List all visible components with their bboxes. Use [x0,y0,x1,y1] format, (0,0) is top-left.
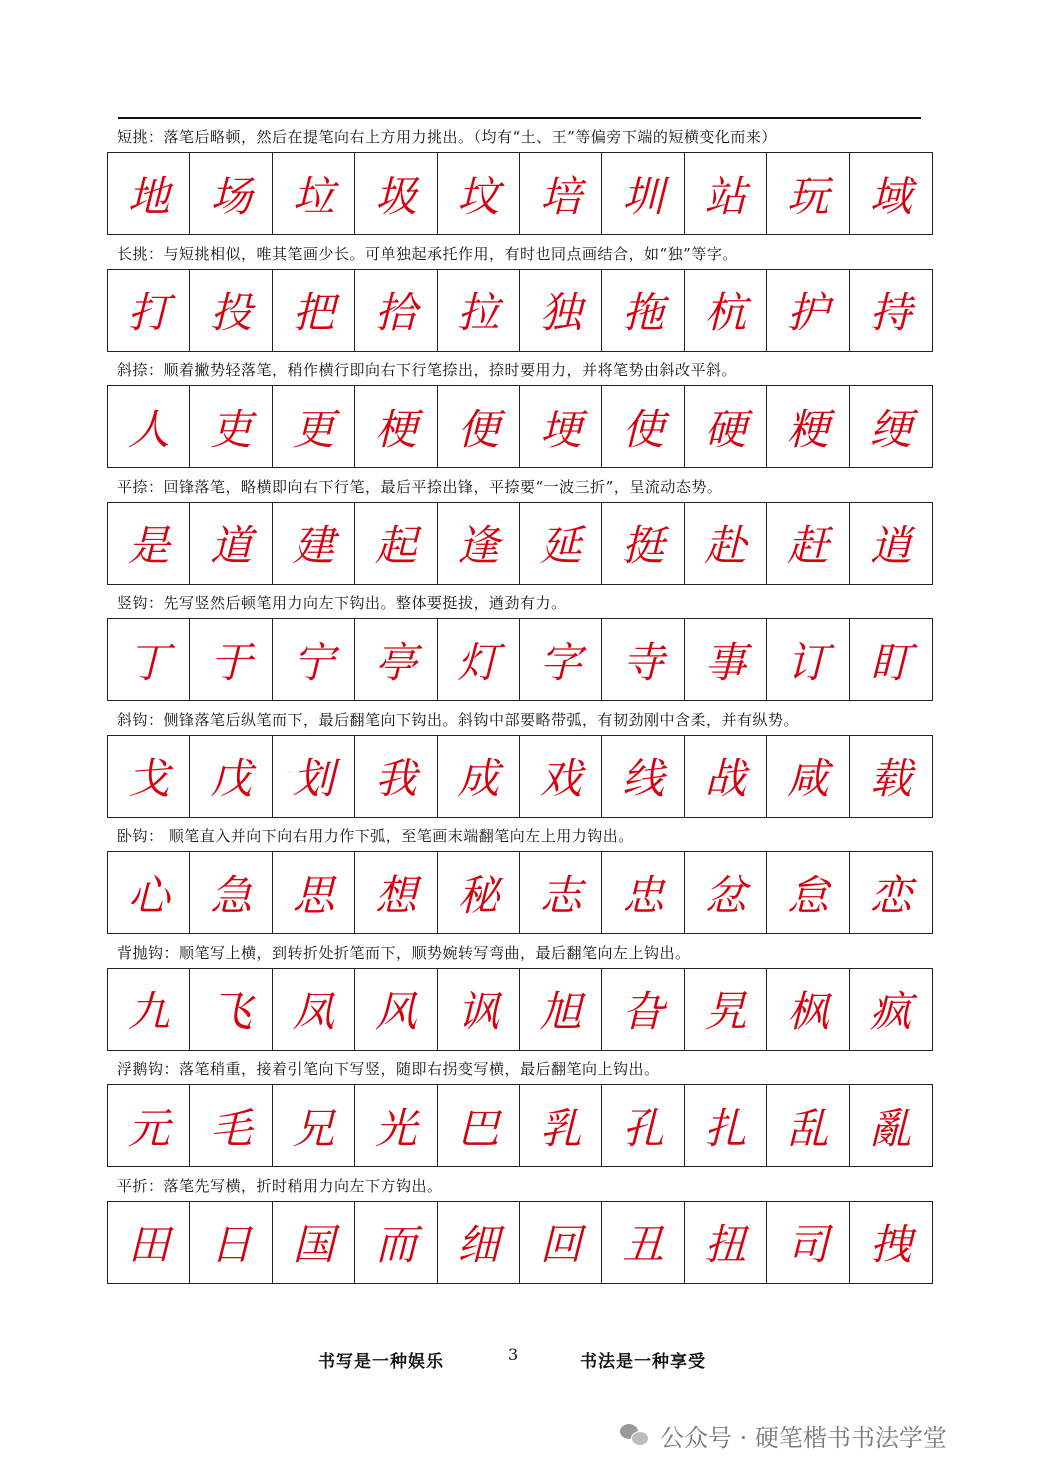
character-cell: 急 [190,852,272,933]
character-cell: 拉 [438,270,520,351]
character-cell: 光 [355,1085,437,1166]
character-cell: 玩 [767,153,849,234]
stroke-description: 长挑：与短挑相似，唯其笔画少长。可单独起承托作用，有时也同点画结合，如“独”等字。 [117,244,738,263]
character-cell: 使 [602,386,684,467]
character-grid [107,618,933,701]
character-cell: 志 [520,852,602,933]
character-cell: 毛 [190,1085,272,1166]
character-cell: 延 [520,503,602,584]
stroke-section [107,938,933,1055]
character-cell: 丁 [108,619,190,700]
character-cell: 元 [108,1085,190,1166]
character-cell: 回 [520,1202,602,1283]
character-cell: 划 [273,736,355,817]
character-cell: 扎 [685,1085,767,1166]
character-cell: 而 [355,1202,437,1283]
character-cell: 我 [355,736,437,817]
character-cell: 挺 [602,503,684,584]
character-grid [107,1084,933,1167]
character-cell: 赶 [767,503,849,584]
character-cell: 赴 [685,503,767,584]
footer-right-slogan: 书法是一种享受 [580,1352,706,1372]
character-grid [107,735,933,818]
character-cell: 拾 [355,270,437,351]
character-cell: 怠 [767,852,849,933]
character-cell: 站 [685,153,767,234]
character-cell: 飞 [190,969,272,1050]
character-cell: 田 [108,1202,190,1283]
character-cell: 护 [767,270,849,351]
watermark [620,1415,947,1455]
character-cell: 垃 [273,153,355,234]
character-cell: 思 [273,852,355,933]
character-cell: 亭 [355,619,437,700]
character-cell: 乱 [767,1085,849,1166]
character-cell: 硬 [685,386,767,467]
top-rule [118,117,921,119]
character-cell: 是 [108,503,190,584]
character-cell: 圳 [602,153,684,234]
stroke-section [107,1054,933,1171]
character-cell: 乳 [520,1085,602,1166]
stroke-section [107,239,933,356]
character-grid [107,152,933,235]
character-cell: 于 [190,619,272,700]
character-cell: 成 [438,736,520,817]
character-cell: 亂 [869,1103,912,1153]
character-cell: 吏 [190,386,272,467]
character-cell: 细 [438,1202,520,1283]
stroke-description: 斜钩：侧锋落笔后纵笔而下，最后翻笔向下钩出。斜钩中部要略带弧，有韧劲刚中含柔，并有纵势。 [117,710,800,729]
character-cell: 培 [520,153,602,234]
character-cell: 杭 [685,270,767,351]
stroke-description: 平捺：回锋落笔，略横即向右下行笔，最后平捺出锋，平捺要“一波三折”，呈流动态势。 [117,477,723,496]
character-cell: 寺 [602,619,684,700]
stroke-description: 背抛钩：顺笔写上横，到转折处折笔而下，顺势婉转写弯曲，最后翻笔向左上钩出。 [117,943,691,962]
character-cell: 订 [767,619,849,700]
character-cell: 巴 [438,1085,520,1166]
stroke-section [107,821,933,938]
character-cell: 枫 [767,969,849,1050]
stroke-section [107,588,933,705]
character-grid [107,968,933,1051]
character-cell: 戏 [520,736,602,817]
character-cell: 旯 [685,969,767,1050]
character-cell: 宁 [273,619,355,700]
character-cell: 载 [869,754,912,803]
footer-left-slogan: 书写是一种娱乐 [318,1352,444,1372]
character-cell: 埂 [520,386,602,467]
character-cell: 逍 [869,521,912,570]
character-grid [107,269,933,352]
character-cell: 域 [869,171,912,221]
character-grid [107,851,933,934]
character-cell: 坟 [438,153,520,234]
character-cell: 更 [273,386,355,467]
character-cell: 场 [190,153,272,234]
character-cell: 秘 [438,852,520,933]
stroke-description: 竖钩：先写竖然后顿笔用力向左下钩出。整体要挺拔，遒劲有力。 [117,594,567,612]
character-cell: 旮 [602,969,684,1050]
character-cell: 绠 [869,404,912,454]
character-cell: 戊 [190,736,272,817]
character-grid [107,502,933,585]
page-number: 3 [508,1345,519,1364]
character-cell: 恋 [869,870,912,920]
character-cell: 盯 [869,637,912,687]
character-cell: 风 [355,969,437,1050]
character-cell: 打 [108,270,190,351]
watermark-text: 公众号 · 硬笔楷书书法学堂 [660,1423,947,1452]
stroke-description: 短挑：落笔后略顿，然后在提笔向右上方用力挑出。（均有“土、王”等偏旁下端的短横变化而来） [117,128,777,146]
character-cell: 想 [355,852,437,933]
character-cell: 灯 [438,619,520,700]
character-cell: 建 [273,503,355,584]
character-cell: 丑 [602,1202,684,1283]
stroke-description: 斜捺：顺着撇势轻落笔，稍作横行即向右下行笔捺出，捺时要用力，并将笔势由斜改平斜。 [117,361,738,379]
character-cell: 梗 [355,386,437,467]
character-cell: 国 [273,1202,355,1283]
character-cell: 独 [520,270,602,351]
character-cell: 拖 [602,270,684,351]
character-cell: 把 [273,270,355,351]
character-cell: 疯 [869,987,912,1036]
character-cell: 投 [190,270,272,351]
stroke-section [107,705,933,822]
stroke-section [107,122,933,239]
character-cell: 扭 [685,1202,767,1283]
character-cell: 字 [520,619,602,700]
character-cell: 便 [438,386,520,467]
page-footer [0,1343,1039,1373]
character-cell: 起 [355,503,437,584]
character-cell: 人 [108,386,190,467]
character-cell: 地 [108,153,190,234]
character-cell: 兄 [273,1085,355,1166]
wechat-icon [620,1422,650,1448]
character-cell: 线 [602,736,684,817]
character-cell: 孔 [602,1085,684,1166]
character-cell: 旭 [520,969,602,1050]
stroke-description: 卧钩： 顺笔直入并向下向右用力作下弧，至笔画末端翻笔向左上用力钩出。 [117,827,634,845]
character-cell: 咸 [767,736,849,817]
character-cell: 戈 [108,736,190,817]
character-cell: 道 [190,503,272,584]
character-cell: 司 [767,1202,849,1283]
stroke-description: 平折：落笔先写横，折时稍用力向左下方钩出。 [117,1176,443,1195]
character-cell: 事 [685,619,767,700]
character-cell: 战 [685,736,767,817]
character-cell: 逢 [438,503,520,584]
character-cell: 圾 [355,153,437,234]
character-cell: 凤 [273,969,355,1050]
character-cell: 拽 [869,1220,912,1269]
character-cell: 持 [869,288,912,337]
stroke-section [107,472,933,589]
character-cell: 粳 [767,386,849,467]
character-cell: 心 [108,852,190,933]
stroke-section [107,355,933,472]
character-grid [107,385,933,468]
character-cell: 九 [108,969,190,1050]
character-cell: 忿 [685,852,767,933]
stroke-section [107,1171,933,1288]
stroke-description: 浮鹅钩：落笔稍重，接着引笔向下写竖，随即右拐变写横，最后翻笔向上钩出。 [117,1060,660,1078]
character-grid [107,1201,933,1284]
character-cell: 忠 [602,852,684,933]
stroke-practice-sections [107,122,933,1287]
character-cell: 讽 [438,969,520,1050]
character-cell: 日 [190,1202,272,1283]
